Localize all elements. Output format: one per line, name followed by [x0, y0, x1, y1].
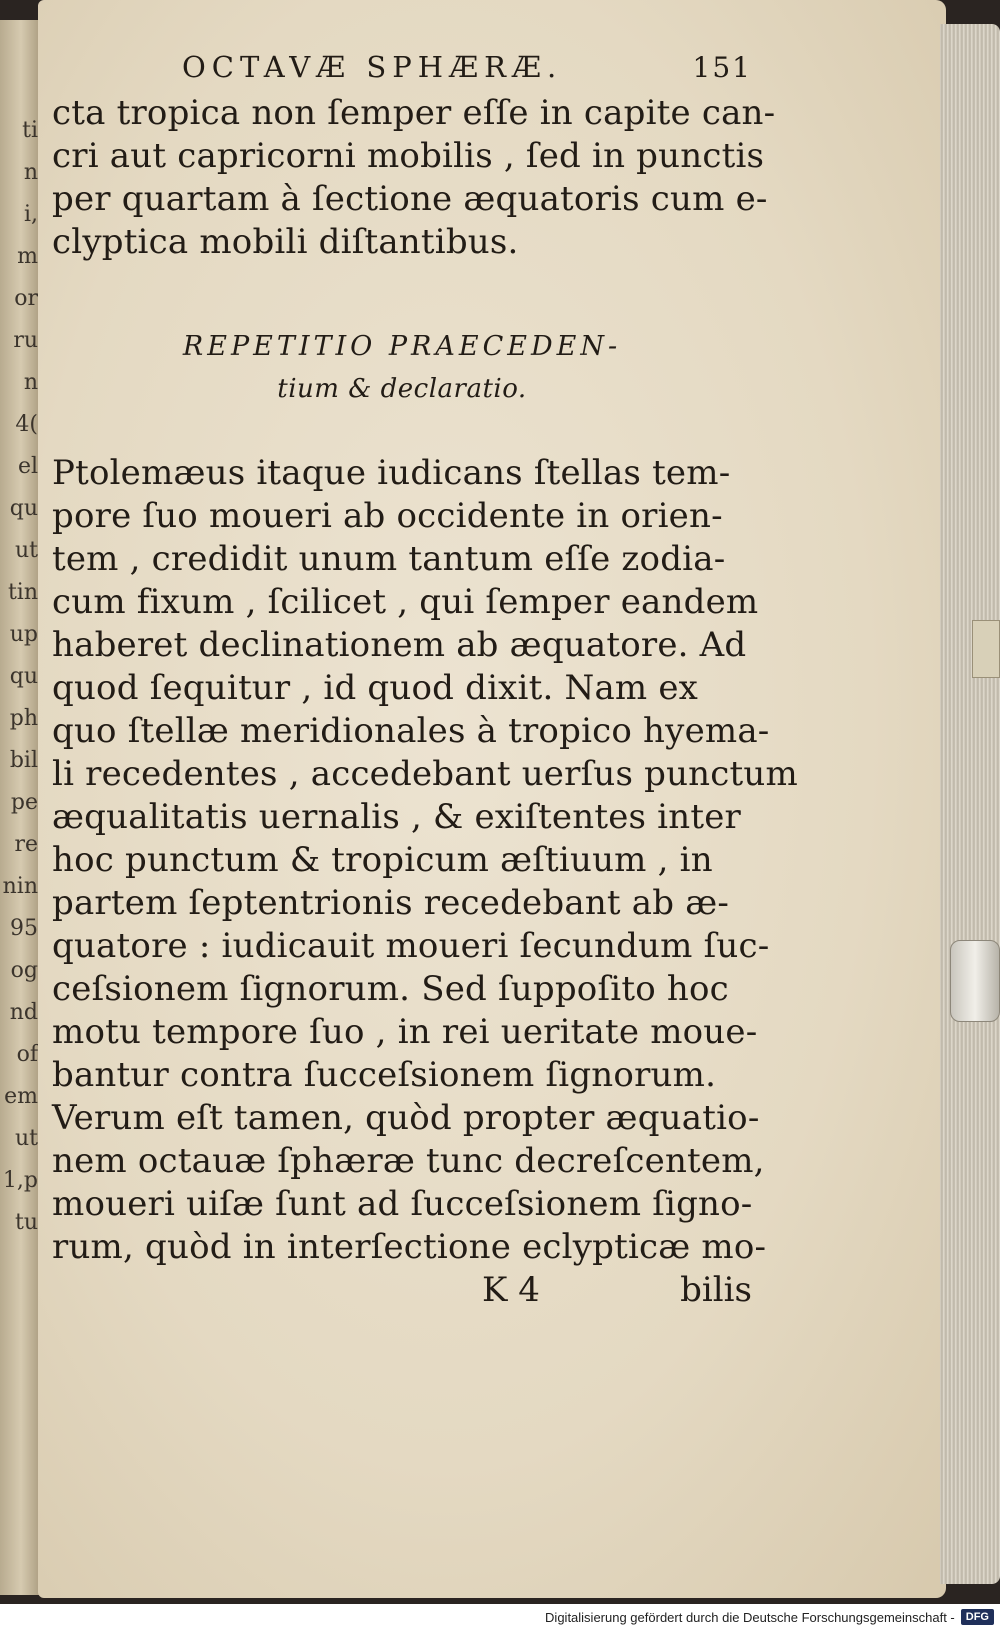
- footer-text: Digitalisierung gefördert durch die Deutsche Forschungsgemeinschaft -: [545, 1609, 955, 1625]
- text-line: ceſsionem ſignorum. Sed ſuppoſito hoc: [52, 969, 729, 1009]
- text-line: nem octauæ ſphæræ tunc decreſcentem,: [52, 1141, 765, 1181]
- text-line: bantur contra ſucceſsionem ſignorum.: [52, 1055, 717, 1095]
- text-line: quo ſtellæ meridionales à tropico hyema-: [52, 711, 770, 751]
- text-line: per quartam à ſectione æquatoris cum e-: [52, 179, 768, 219]
- margin-fragment: or: [14, 286, 38, 311]
- margin-fragment: bil: [9, 748, 38, 773]
- margin-fragment: 1,p: [2, 1168, 38, 1193]
- text-line: li recedentes , accedebant uerſus punctum: [52, 754, 798, 794]
- page-stack-edge: [940, 24, 1000, 1584]
- text-line: clyptica mobili diſtantibus.: [52, 222, 519, 262]
- margin-fragment: nd: [9, 1000, 38, 1025]
- margin-fragment: tu: [14, 1210, 38, 1235]
- text-line: partem ſeptentrionis recedebant ab æ-: [52, 883, 730, 923]
- margin-fragment: i,: [23, 202, 38, 227]
- running-head-title: OCTAVÆ SPHÆRÆ.: [182, 50, 563, 84]
- margin-fragment: tin: [7, 580, 38, 605]
- text-line: motu tempore ſuo , in rei ueritate moue-: [52, 1012, 758, 1052]
- margin-fragment: em: [4, 1084, 38, 1109]
- margin-fragment: n: [23, 160, 38, 185]
- text-line: cum fixum , ſcilicet , qui ſemper eandem: [52, 582, 759, 622]
- text-line: cta tropica non ſemper eſſe in capite can-: [52, 93, 776, 133]
- margin-fragment: re: [14, 832, 38, 857]
- margin-fragment: ph: [9, 706, 38, 731]
- text-line: æqualitatis uernalis , & exiſtentes inter: [52, 797, 741, 837]
- previous-page-edge: [0, 20, 42, 1595]
- section-heading: [52, 326, 752, 410]
- text-line: hoc punctum & tropicum æſtiuum , in: [52, 840, 713, 880]
- margin-fragment: ru: [13, 328, 38, 353]
- body-paragraph: [52, 452, 798, 1269]
- text-line: haberet declinationem ab æquatore. Ad: [52, 625, 747, 665]
- digitization-footer: [0, 1604, 1000, 1630]
- text-line: moueri uiſæ ſunt ad ſucceſsionem ſigno-: [52, 1184, 753, 1224]
- book-clasp: [950, 940, 1000, 1022]
- text-line: Verum eſt tamen, quòd propter æquatio-: [52, 1098, 760, 1138]
- page-footer-marks: [52, 1269, 752, 1312]
- margin-fragment: ut: [14, 1126, 38, 1151]
- text-line: quod ſequitur , id quod dixit. Nam ex: [52, 668, 699, 708]
- catchword: bilis: [680, 1270, 752, 1310]
- running-head: [52, 50, 752, 92]
- margin-fragment: qu: [9, 496, 38, 521]
- text-line: cri aut capricorni mobilis , ſed in punctis: [52, 136, 765, 176]
- margin-fragment: up: [9, 622, 38, 647]
- margin-fragment: 95: [10, 916, 38, 941]
- signature-mark: K 4: [482, 1270, 540, 1310]
- previous-page-text-fragments: [0, 20, 42, 1595]
- margin-fragment: og: [10, 958, 38, 983]
- text-line: rum, quòd in interſectione eclypticæ mo-: [52, 1227, 767, 1267]
- margin-fragment: of: [16, 1042, 38, 1067]
- margin-fragment: nin: [2, 874, 38, 899]
- text-line: pore ſuo moueri ab occidente in orien-: [52, 496, 723, 536]
- page-number: 151: [692, 51, 752, 84]
- section-heading-line-2: tium & declaratio.: [277, 374, 527, 404]
- margin-fragment: qu: [9, 664, 38, 689]
- dfg-logo: DFG: [961, 1609, 994, 1625]
- margin-fragment: ti: [22, 118, 38, 143]
- text-line: quatore : iudicauit moueri ſecundum ſuc-: [52, 926, 770, 966]
- page-text: [52, 50, 798, 1312]
- opening-paragraph: [52, 92, 776, 264]
- text-line: tem , credidit unum tantum eſſe zodia-: [52, 539, 726, 579]
- margin-fragment: ut: [14, 538, 38, 563]
- margin-fragment: el: [17, 454, 38, 479]
- margin-fragment: n: [23, 370, 38, 395]
- margin-fragment: m: [17, 244, 38, 269]
- bookmark-tab: [972, 620, 1000, 678]
- section-heading-line-1: REPETITIO PRAECEDEN-: [182, 331, 622, 362]
- text-line: Ptolemæus itaque iudicans ſtellas tem-: [52, 453, 731, 493]
- margin-fragment: 4(: [15, 412, 38, 437]
- margin-fragment: pe: [10, 790, 38, 815]
